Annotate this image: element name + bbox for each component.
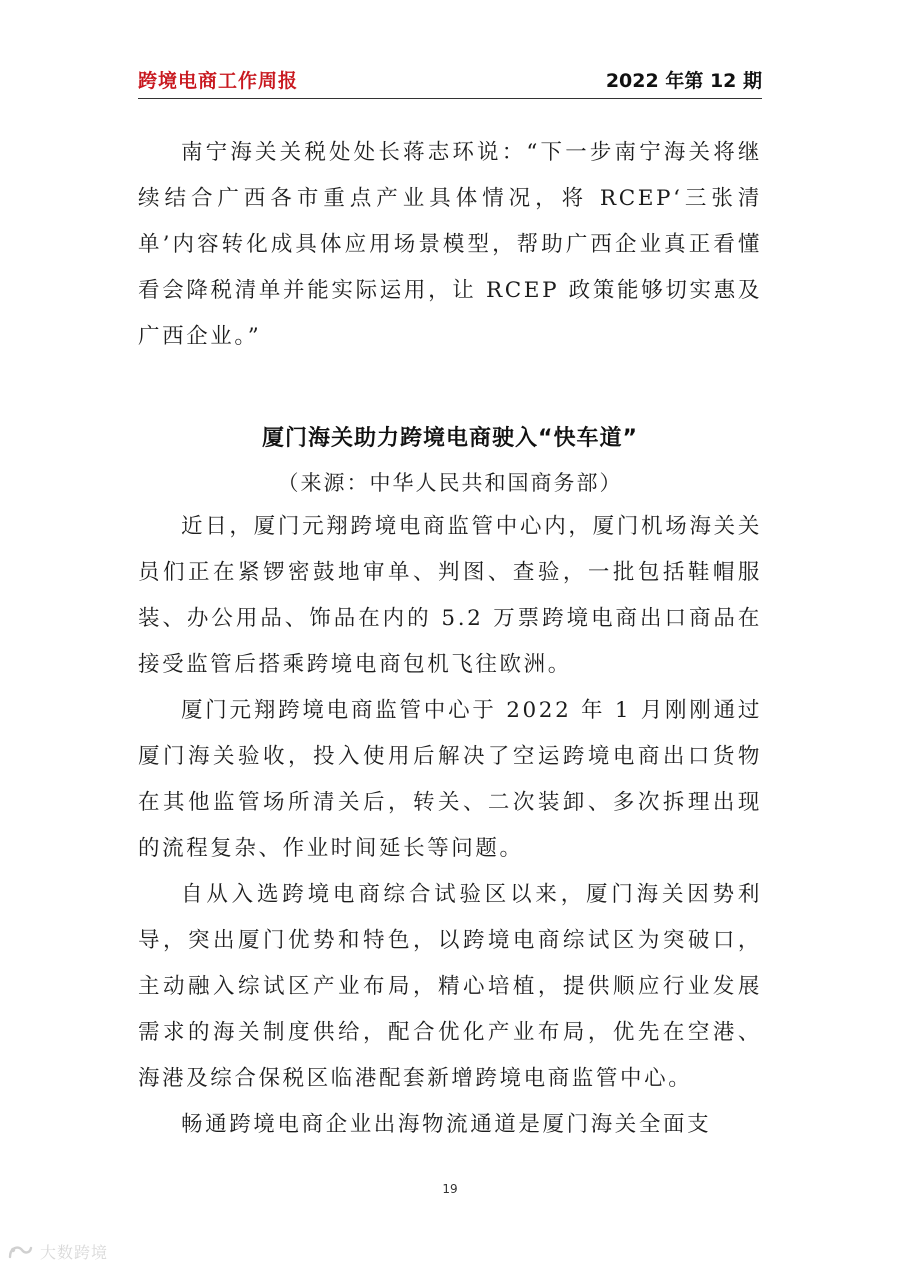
page-number: 19: [442, 1182, 458, 1196]
publication-title: 跨境电商工作周报: [138, 70, 299, 92]
brand-logo-icon: [6, 1242, 34, 1262]
section-title: 厦门海关助力跨境电商驶入“快车道”: [262, 426, 638, 451]
article-body: [138, 130, 762, 1148]
paragraph: 近日，厦门元翔跨境电商监管中心内，厦门机场海关关员们正在紧锣密鼓地审单、判图、查验，一批包括鞋帽服装、办公用品、饰品在内的 5.2 万票跨境电商出口商品在接受监管后搭乘跨境电商包机飞往欧洲。: [138, 514, 762, 677]
article-source: （来源：中华人民共和国商务部）: [277, 471, 623, 495]
watermark-text: 大数跨境: [40, 1243, 109, 1262]
paragraph: 畅通跨境电商企业出海物流通道是厦门海关全面支: [181, 1112, 712, 1137]
paragraph-quote: 南宁海关关税处处长蒋志环说：“下一步南宁海关将继续结合广西各市重点产业具体情况，将 RCEP‘三张清单’内容转化成具体应用场景模型，帮助广西企业真正看懂看会降税清单并能实际运用，让 RCEP 政策能够切实惠及广西企业。”: [138, 140, 762, 349]
paragraph: 厦门元翔跨境电商监管中心于 2022 年 1 月刚刚通过厦门海关验收，投入使用后解决了空运跨境电商出口货物在其他监管场所清关后，转关、二次装卸、多次拆理出现的流程复杂、作业时间延长等问题。: [138, 698, 762, 861]
page-header: [138, 66, 762, 99]
paragraph: 自从入选跨境电商综合试验区以来，厦门海关因势利导，突出厦门优势和特色，以跨境电商综试区为突破口，主动融入综试区产业布局，精心培植，提供顺应行业发展需求的海关制度供给，配合优化产业布局，优先在空港、海港及综合保税区临港配套新增跨境电商监管中心。: [138, 882, 762, 1091]
issue-number: 2022 年第 12 期: [605, 70, 762, 92]
watermark: [6, 1240, 108, 1263]
